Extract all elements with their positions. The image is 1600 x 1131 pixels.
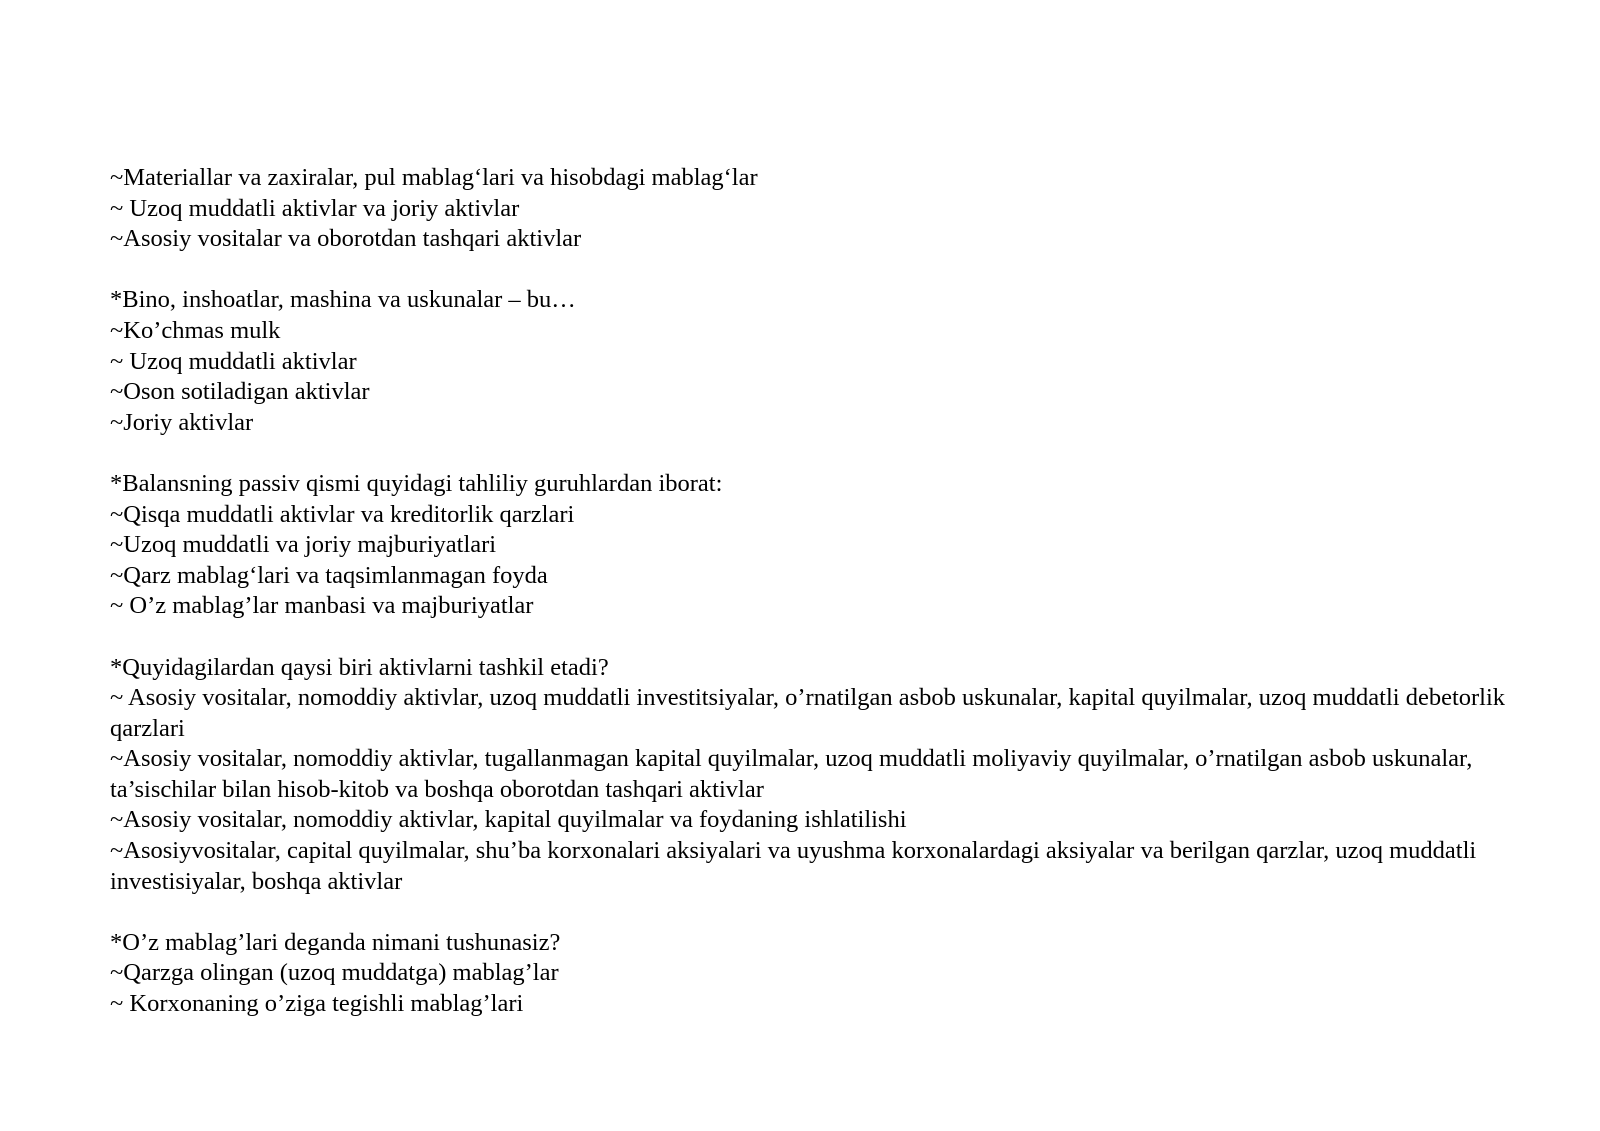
answer-option: ~Oson sotiladigan aktivlar bbox=[110, 378, 370, 406]
answer-option: ~Asosiy vositalar, nomoddiy aktivlar, tugallanmagan kapital quyilmalar, uzoq muddatli moliyaviy quyilmalar, o’rnatilgan asbob uskunalar, ta’sischilar bilan hisob-kitob va boshqa oborotdan tashqari aktivlar bbox=[110, 745, 1479, 803]
answer-option: ~Qarz mablag‘lari va taqsimlanmagan foyda bbox=[110, 561, 548, 589]
question-block bbox=[110, 163, 1510, 255]
answer-option: ~Joriy aktivlar bbox=[110, 408, 254, 436]
paragraph-gap bbox=[110, 622, 1510, 653]
question-text: *Bino, inshoatlar, mashina va uskunalar – bu… bbox=[110, 286, 576, 314]
answer-option: ~Qarzga olingan (uzoq muddatga) mablag’lar bbox=[110, 959, 559, 987]
answer-option: ~Uzoq muddatli va joriy majburiyatlari bbox=[110, 531, 497, 559]
answer-option: ~ O’z mablag’lar manbasi va majburiyatlar bbox=[110, 592, 534, 620]
answer-option: ~ Korxonaning o’ziga tegishli mablag’lari bbox=[110, 990, 524, 1018]
question-text: *Quyidagilardan qaysi biri aktivlarni tashkil etadi? bbox=[110, 653, 609, 681]
answer-option: ~Ko’chmas mulk bbox=[110, 316, 281, 344]
paragraph-gap bbox=[110, 255, 1510, 286]
question-text: *Balansning passiv qismi quyidagi tahliliy guruhlardan iborat: bbox=[110, 469, 723, 497]
answer-option: ~Asosiy vositalar va oborotdan tashqari aktivlar bbox=[110, 225, 582, 253]
question-block bbox=[110, 928, 1510, 1020]
answer-option: ~ Uzoq muddatli aktivlar bbox=[110, 347, 357, 375]
question-block bbox=[110, 285, 1510, 438]
question-block bbox=[110, 469, 1510, 622]
document-page bbox=[110, 163, 1510, 1020]
answer-option: ~ Uzoq muddatli aktivlar va joriy aktivlar bbox=[110, 194, 520, 222]
answer-option: ~Materiallar va zaxiralar, pul mablag‘lari va hisobdagi mablag‘lar bbox=[110, 164, 758, 191]
paragraph-gap bbox=[110, 438, 1510, 469]
question-block bbox=[110, 653, 1510, 898]
paragraph-gap bbox=[110, 897, 1510, 928]
question-text: *O’z mablag’lari deganda nimani tushunasiz? bbox=[110, 928, 561, 956]
answer-option: ~Qisqa muddatli aktivlar va kreditorlik qarzlari bbox=[110, 500, 575, 528]
answer-option: ~Asosiyvositalar, capital quyilmalar, shu’ba korxonalari aksiyalari va uyushma korxonalardagi aksiyalar va berilgan qarzlar, uzoq muddatli investisiyalar, boshqa aktivlar bbox=[110, 837, 1483, 895]
answer-option: ~ Asosiy vositalar, nomoddiy aktivlar, uzoq muddatli investitsiyalar, o’rnatilgan asbob uskunalar, kapital quyilmalar, uzoq muddatli debetorlik qarzlari bbox=[110, 684, 1512, 742]
answer-option: ~Asosiy vositalar, nomoddiy aktivlar, kapital quyilmalar va foydaning ishlatilishi bbox=[110, 806, 907, 834]
